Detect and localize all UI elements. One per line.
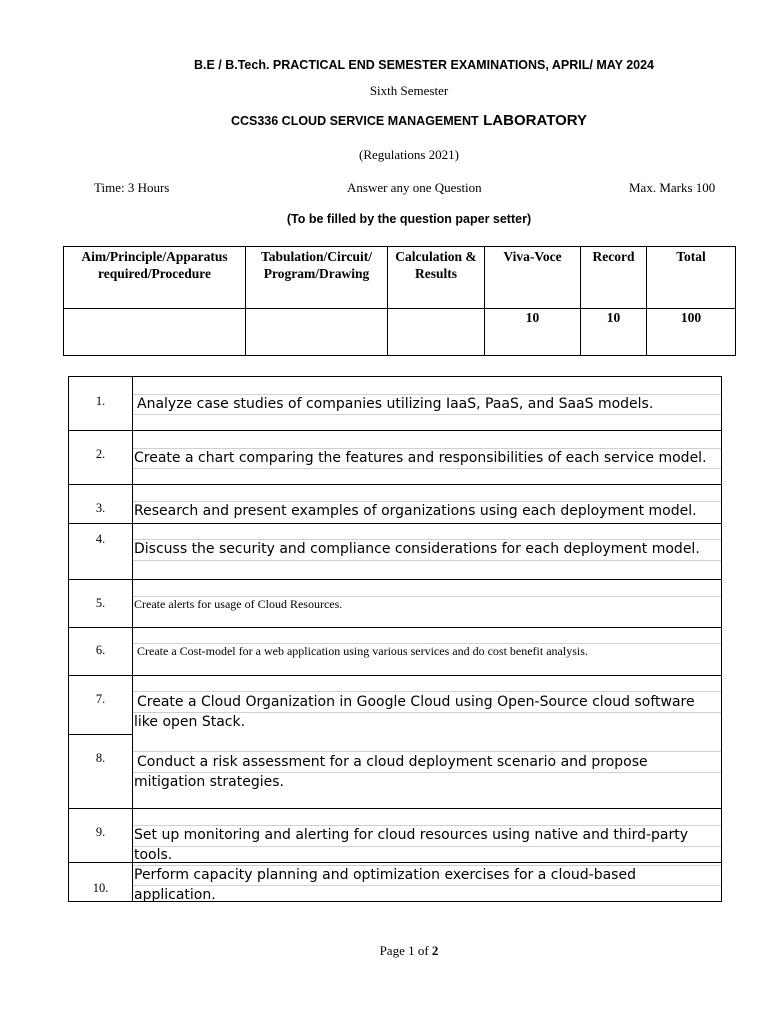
marks-header-row bbox=[64, 247, 736, 309]
question-text: Conduct a risk assessment for a cloud deployment scenario and propose mitigation strategies. bbox=[134, 753, 648, 790]
lab-code-title: CCS336 CLOUD SERVICE MANAGEMENT bbox=[230, 114, 479, 128]
question-row bbox=[69, 628, 722, 676]
question-number: 1. bbox=[95, 394, 106, 408]
value-viva-voce: 10 bbox=[485, 309, 581, 356]
exam-title: B.E / B.Tech. PRACTICAL END SEMESTER EXAMINATIONS, APRIL/ MAY 2024 bbox=[193, 58, 655, 72]
lab-title bbox=[0, 112, 768, 130]
question-text: Create alerts for usage of Cloud Resources. bbox=[134, 597, 343, 611]
question-row bbox=[69, 735, 722, 809]
header-tabulation: Tabulation/Circuit/ Program/Drawing bbox=[246, 247, 388, 309]
question-text: Perform capacity planning and optimization exercises for a cloud-based application. bbox=[134, 867, 636, 903]
header-calculation: Calculation & Results bbox=[388, 247, 485, 309]
max-marks-label: Max. Marks 100 bbox=[629, 180, 716, 195]
question-row bbox=[69, 431, 722, 485]
question-number: 8. bbox=[95, 751, 106, 765]
question-row bbox=[69, 377, 722, 431]
value-aim bbox=[64, 309, 246, 356]
question-text: Discuss the security and compliance considerations for each deployment model. bbox=[134, 541, 700, 557]
question-text: Create a Cost-model for a web application using various services and do cost benefit analysis. bbox=[137, 644, 588, 658]
question-text: Create a chart comparing the features and responsibilities of each service model. bbox=[134, 450, 707, 466]
question-text: Research and present examples of organizations using each deployment model. bbox=[134, 503, 697, 519]
question-number: 2. bbox=[95, 447, 106, 461]
question-number: 6. bbox=[95, 643, 106, 657]
regulations-label: (Regulations 2021) bbox=[358, 147, 459, 162]
question-number: 10. bbox=[92, 881, 109, 895]
question-text: Analyze case studies of companies utilizing IaaS, PaaS, and SaaS models. bbox=[137, 396, 654, 412]
marks-value-row bbox=[64, 309, 736, 356]
value-total: 100 bbox=[647, 309, 736, 356]
question-row bbox=[69, 580, 722, 628]
question-text: Create a Cloud Organization in Google Cloud using Open-Source cloud software like open Stack. bbox=[134, 694, 695, 730]
instruction-label: Answer any one Question bbox=[347, 180, 482, 195]
question-number: 5. bbox=[95, 596, 106, 610]
question-number: 4. bbox=[95, 532, 106, 546]
question-row bbox=[69, 485, 722, 524]
questions-table bbox=[68, 376, 722, 902]
header-record: Record bbox=[581, 247, 647, 309]
page-prefix: Page 1 of bbox=[379, 943, 432, 958]
lab-word: LABORATORY bbox=[483, 112, 588, 129]
time-label: Time: 3 Hours bbox=[94, 180, 170, 195]
question-row bbox=[69, 676, 722, 735]
value-tabulation bbox=[246, 309, 388, 356]
page-total: 2 bbox=[431, 943, 439, 958]
question-row bbox=[69, 863, 722, 902]
marks-table bbox=[63, 246, 736, 356]
header-viva-voce: Viva-Voce bbox=[485, 247, 581, 309]
question-text: Set up monitoring and alerting for cloud resources using native and third-party tools. bbox=[134, 827, 689, 863]
question-number: 9. bbox=[95, 825, 106, 839]
question-row bbox=[69, 809, 722, 863]
header-aim: Aim/Principle/Apparatus required/Procedure bbox=[64, 247, 246, 309]
value-calculation bbox=[388, 309, 485, 356]
question-number: 3. bbox=[95, 501, 106, 515]
question-row bbox=[69, 524, 722, 580]
header-total: Total bbox=[647, 247, 736, 309]
semester-label: Sixth Semester bbox=[369, 83, 449, 98]
page-footer bbox=[0, 943, 768, 959]
question-number: 7. bbox=[95, 692, 106, 706]
value-record: 10 bbox=[581, 309, 647, 356]
setter-note: (To be filled by the question paper setter) bbox=[286, 212, 532, 226]
